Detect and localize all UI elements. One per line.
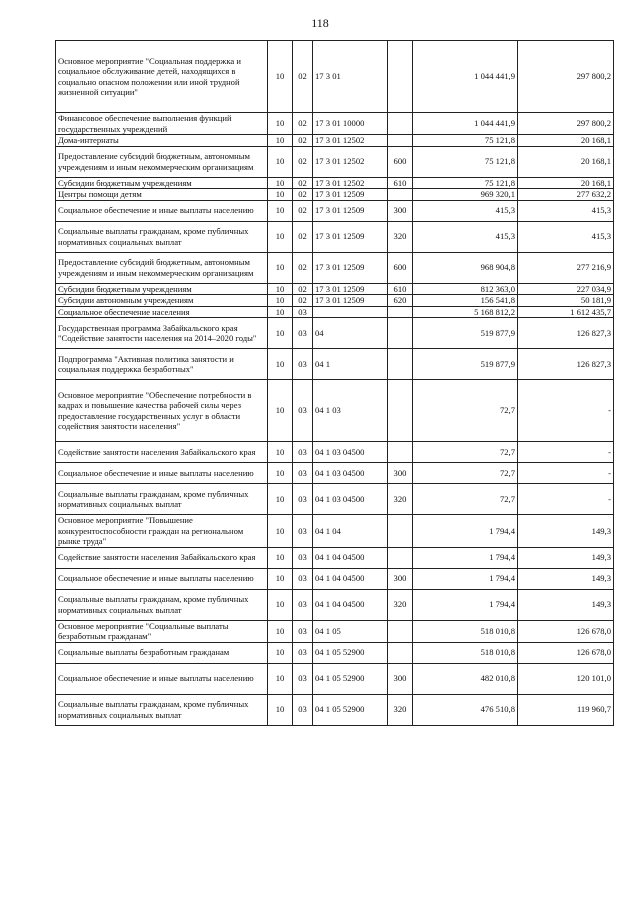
table-row [56,442,614,463]
row-subsection: 02 [293,135,313,147]
table-row [56,663,614,694]
row-amount-year-2: 126 827,3 [518,349,614,380]
row-expense-group [388,380,413,442]
table-row [56,252,614,283]
table-row [56,547,614,568]
row-section: 10 [268,349,293,380]
row-section: 10 [268,113,293,135]
row-amount-year-1: 75 121,8 [413,177,518,189]
row-target-code: 04 1 03 [313,380,388,442]
table-row [56,41,614,113]
table-row [56,113,614,135]
row-amount-year-1: 72,7 [413,463,518,484]
table-row [56,177,614,189]
row-expense-group [388,318,413,349]
row-section: 10 [268,589,293,620]
page-number: 118 [311,16,329,30]
table-row [56,589,614,620]
row-subsection: 02 [293,41,313,113]
row-amount-year-1: 1 044 441,9 [413,113,518,135]
row-amount-year-1: 5 168 812,2 [413,306,518,318]
table-row [56,146,614,177]
row-amount-year-2: 415,3 [518,221,614,252]
row-amount-year-2: 277 632,2 [518,189,614,201]
row-subsection: 02 [293,177,313,189]
row-target-code: 04 1 05 52900 [313,663,388,694]
table-row [56,200,614,221]
row-target-code: 17 3 01 12509 [313,283,388,295]
row-amount-year-1: 72,7 [413,380,518,442]
row-expense-group: 320 [388,589,413,620]
row-target-code: 04 1 05 52900 [313,642,388,663]
row-section: 10 [268,295,293,307]
row-expense-group [388,41,413,113]
row-subsection: 02 [293,295,313,307]
row-name: Социальные выплаты гражданам, кроме публичных нормативных социальных выплат [56,694,268,725]
row-subsection: 02 [293,221,313,252]
row-section: 10 [268,515,293,548]
table-row [56,221,614,252]
row-name: Предоставление субсидий бюджетным, автономным учреждениям и иным некоммерческим организациям [56,252,268,283]
row-expense-group [388,442,413,463]
row-name: Социальные выплаты безработным гражданам [56,642,268,663]
row-subsection: 03 [293,620,313,642]
row-amount-year-1: 72,7 [413,442,518,463]
row-expense-group [388,547,413,568]
table-row [56,568,614,589]
row-target-code [313,306,388,318]
row-target-code: 17 3 01 10000 [313,113,388,135]
row-amount-year-1: 482 010,8 [413,663,518,694]
row-amount-year-1: 415,3 [413,221,518,252]
row-expense-group [388,113,413,135]
row-subsection: 02 [293,189,313,201]
budget-table [55,40,614,726]
row-target-code: 17 3 01 12502 [313,135,388,147]
row-expense-group: 300 [388,463,413,484]
row-expense-group: 320 [388,694,413,725]
row-expense-group [388,620,413,642]
table-row [56,135,614,147]
row-target-code: 17 3 01 12502 [313,146,388,177]
row-section: 10 [268,146,293,177]
row-expense-group: 620 [388,295,413,307]
row-section: 10 [268,484,293,515]
row-subsection: 03 [293,663,313,694]
row-subsection: 03 [293,515,313,548]
row-amount-year-2: 120 101,0 [518,663,614,694]
row-amount-year-1: 519 877,9 [413,318,518,349]
row-target-code: 04 1 03 04500 [313,484,388,515]
row-amount-year-2: 20 168,1 [518,177,614,189]
row-amount-year-1: 519 877,9 [413,349,518,380]
row-name: Основное мероприятие "Социальная поддержка и социальное обслуживание детей, находящихся в социально опасном положении или иной трудной жизненной ситуации" [56,41,268,113]
row-subsection: 02 [293,113,313,135]
row-name: Предоставление субсидий бюджетным, автономным учреждениям и иным некоммерческим организациям [56,146,268,177]
table-row [56,642,614,663]
row-expense-group: 320 [388,484,413,515]
row-amount-year-1: 1 044 441,9 [413,41,518,113]
row-amount-year-2: - [518,380,614,442]
row-name: Субсидии бюджетным учреждениям [56,177,268,189]
row-amount-year-1: 72,7 [413,484,518,515]
row-amount-year-1: 1 794,4 [413,547,518,568]
row-section: 10 [268,252,293,283]
row-target-code: 04 1 [313,349,388,380]
table-row [56,295,614,307]
row-name: Основное мероприятие "Социальные выплаты безработным гражданам" [56,620,268,642]
row-expense-group: 600 [388,252,413,283]
row-target-code: 17 3 01 12509 [313,295,388,307]
row-subsection: 03 [293,589,313,620]
row-section: 10 [268,318,293,349]
row-amount-year-2: 227 034,9 [518,283,614,295]
row-subsection: 03 [293,463,313,484]
row-amount-year-1: 75 121,8 [413,135,518,147]
row-expense-group [388,642,413,663]
row-target-code: 04 1 05 52900 [313,694,388,725]
row-section: 10 [268,200,293,221]
row-subsection: 03 [293,642,313,663]
row-amount-year-2: 119 960,7 [518,694,614,725]
row-expense-group: 300 [388,663,413,694]
row-amount-year-2: 297 800,2 [518,113,614,135]
row-subsection: 02 [293,146,313,177]
row-name: Подпрограмма "Активная политика занятости и социальная поддержка безработных" [56,349,268,380]
row-name: Субсидии бюджетным учреждениям [56,283,268,295]
table-row [56,694,614,725]
row-subsection: 03 [293,380,313,442]
row-target-code: 04 [313,318,388,349]
table-row [56,515,614,548]
row-subsection: 03 [293,694,313,725]
table-row [56,463,614,484]
row-subsection: 03 [293,318,313,349]
row-name: Государственная программа Забайкальского края "Содействие занятости населения на 2014–2020 годы" [56,318,268,349]
row-target-code: 17 3 01 12509 [313,252,388,283]
row-section: 10 [268,463,293,484]
row-section: 10 [268,283,293,295]
row-name: Социальное обеспечение и иные выплаты населению [56,463,268,484]
row-section: 10 [268,442,293,463]
row-amount-year-1: 1 794,4 [413,515,518,548]
row-amount-year-2: 126 827,3 [518,318,614,349]
row-amount-year-1: 518 010,8 [413,620,518,642]
row-amount-year-2: - [518,463,614,484]
row-amount-year-1: 518 010,8 [413,642,518,663]
row-section: 10 [268,189,293,201]
row-section: 10 [268,135,293,147]
row-section: 10 [268,177,293,189]
row-name: Основное мероприятие "Повышение конкурентоспособности граждан на региональном рынке труда" [56,515,268,548]
row-section: 10 [268,642,293,663]
row-subsection: 03 [293,442,313,463]
row-subsection: 02 [293,283,313,295]
table-row [56,380,614,442]
row-amount-year-1: 415,3 [413,200,518,221]
table-row [56,318,614,349]
row-expense-group: 300 [388,200,413,221]
table-row [56,484,614,515]
row-amount-year-2: 126 678,0 [518,642,614,663]
row-expense-group [388,515,413,548]
row-target-code: 17 3 01 12502 [313,177,388,189]
row-section: 10 [268,620,293,642]
row-target-code: 17 3 01 [313,41,388,113]
row-amount-year-1: 156 541,8 [413,295,518,307]
row-amount-year-2: - [518,484,614,515]
table-row [56,306,614,318]
row-subsection: 03 [293,547,313,568]
table-row [56,189,614,201]
row-section: 10 [268,568,293,589]
row-expense-group: 610 [388,283,413,295]
row-amount-year-1: 1 794,4 [413,568,518,589]
table-body [56,41,614,726]
row-section: 10 [268,547,293,568]
row-target-code: 04 1 05 [313,620,388,642]
row-amount-year-2: 1 612 435,7 [518,306,614,318]
row-amount-year-2: 297 800,2 [518,41,614,113]
row-amount-year-2: 126 678,0 [518,620,614,642]
row-expense-group: 300 [388,568,413,589]
row-subsection: 02 [293,200,313,221]
row-name: Основное мероприятие "Обеспечение потребности в кадрах и повышение качества рабочей силы через предоставление государственных услуг в области содействия занятости населения" [56,380,268,442]
row-name: Социальные выплаты гражданам, кроме публичных нормативных социальных выплат [56,221,268,252]
row-amount-year-2: 149,3 [518,568,614,589]
row-name: Центры помощи детям [56,189,268,201]
row-expense-group [388,135,413,147]
row-subsection: 03 [293,484,313,515]
row-expense-group: 320 [388,221,413,252]
row-name: Финансовое обеспечение выполнения функций государственных учреждений [56,113,268,135]
row-amount-year-1: 969 320,1 [413,189,518,201]
row-amount-year-2: 277 216,9 [518,252,614,283]
row-target-code: 04 1 03 04500 [313,442,388,463]
row-name: Дома-интернаты [56,135,268,147]
row-section: 10 [268,41,293,113]
row-section: 10 [268,380,293,442]
row-expense-group: 610 [388,177,413,189]
row-amount-year-1: 812 363,0 [413,283,518,295]
row-section: 10 [268,306,293,318]
row-section: 10 [268,694,293,725]
row-name: Субсидии автономным учреждениям [56,295,268,307]
row-name: Содействие занятости населения Забайкальского края [56,442,268,463]
row-target-code: 17 3 01 12509 [313,221,388,252]
row-amount-year-2: 415,3 [518,200,614,221]
row-name: Социальное обеспечение и иные выплаты населению [56,568,268,589]
row-name: Социальное обеспечение населения [56,306,268,318]
row-amount-year-1: 476 510,8 [413,694,518,725]
row-expense-group [388,306,413,318]
row-expense-group: 600 [388,146,413,177]
row-section: 10 [268,663,293,694]
table-row [56,620,614,642]
row-target-code: 04 1 04 04500 [313,547,388,568]
row-target-code: 04 1 04 04500 [313,589,388,620]
row-expense-group [388,349,413,380]
row-target-code: 04 1 03 04500 [313,463,388,484]
row-target-code: 04 1 04 [313,515,388,548]
row-name: Социальное обеспечение и иные выплаты населению [56,663,268,694]
row-name: Содействие занятости населения Забайкальского края [56,547,268,568]
row-amount-year-2: - [518,442,614,463]
row-amount-year-1: 75 121,8 [413,146,518,177]
row-amount-year-2: 149,3 [518,547,614,568]
row-name: Социальные выплаты гражданам, кроме публичных нормативных социальных выплат [56,589,268,620]
row-amount-year-2: 149,3 [518,515,614,548]
row-amount-year-2: 149,3 [518,589,614,620]
row-amount-year-2: 20 168,1 [518,135,614,147]
row-name: Социальные выплаты гражданам, кроме публичных нормативных социальных выплат [56,484,268,515]
row-subsection: 02 [293,252,313,283]
table-row [56,283,614,295]
row-name: Социальное обеспечение и иные выплаты населению [56,200,268,221]
row-target-code: 04 1 04 04500 [313,568,388,589]
row-amount-year-1: 1 794,4 [413,589,518,620]
row-subsection: 03 [293,349,313,380]
row-amount-year-1: 968 904,8 [413,252,518,283]
row-amount-year-2: 20 168,1 [518,146,614,177]
row-subsection: 03 [293,568,313,589]
table-row [56,349,614,380]
row-section: 10 [268,221,293,252]
row-target-code: 17 3 01 12509 [313,200,388,221]
row-expense-group [388,189,413,201]
row-target-code: 17 3 01 12509 [313,189,388,201]
row-amount-year-2: 50 181,9 [518,295,614,307]
row-subsection: 03 [293,306,313,318]
